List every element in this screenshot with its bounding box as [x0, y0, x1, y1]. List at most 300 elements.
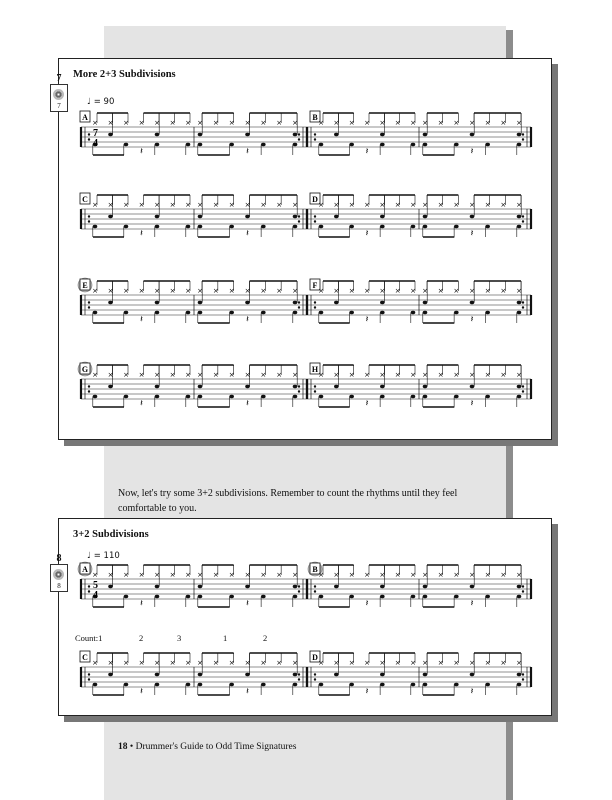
snare-note [334, 301, 339, 304]
cymbal-note: × [212, 659, 219, 667]
snare-note [293, 385, 298, 388]
cymbal-note: × [228, 119, 235, 127]
rest: 𝄽 [470, 147, 474, 157]
bass-note [485, 683, 490, 686]
bass-note [423, 595, 428, 598]
cymbal-note: × [469, 371, 475, 379]
snare-note [380, 585, 385, 588]
bass-note [319, 311, 324, 314]
cymbal-note: × [453, 119, 460, 127]
bass-note [485, 395, 490, 398]
repeat-dot [314, 306, 316, 308]
cymbal-note: × [469, 571, 475, 579]
cymbal-note: × [318, 659, 324, 667]
cymbal-note: × [138, 659, 145, 667]
repeat-dot [314, 590, 316, 592]
section-label: G [81, 365, 89, 374]
count-label: 2 [263, 633, 268, 643]
snare-note [155, 133, 160, 136]
snare-note [293, 301, 298, 304]
cymbal-note: × [197, 571, 203, 579]
cymbal-note: × [123, 287, 129, 295]
section-label: C [82, 653, 88, 662]
cymbal-note: × [212, 287, 219, 295]
cymbal-note: × [484, 659, 491, 667]
cymbal-note: × [244, 119, 251, 127]
tempo-value: = 90 [93, 97, 115, 107]
bass-note [454, 143, 459, 146]
cymbal-note: × [154, 119, 160, 127]
cymbal-note: × [394, 201, 401, 209]
bass-note [517, 225, 522, 228]
rest: 𝄽 [365, 315, 369, 325]
count-label: Count:1 [75, 633, 103, 643]
rest: 𝄽 [246, 315, 249, 325]
snare-note [470, 385, 475, 388]
cymbal-note: × [484, 201, 491, 209]
drum-notation [59, 519, 551, 715]
cymbal-note: × [185, 201, 191, 209]
bass-note [319, 225, 324, 228]
bass-note [124, 225, 129, 228]
cymbal-note: × [410, 287, 416, 295]
cymbal-note: × [437, 659, 444, 667]
snare-note [198, 585, 203, 588]
rest: 𝄽 [365, 229, 369, 239]
snare-note [198, 385, 203, 388]
cymbal-note: × [437, 371, 444, 379]
cymbal-note: × [169, 659, 176, 667]
cymbal-note: × [500, 571, 507, 579]
rest: 𝄽 [140, 399, 143, 409]
repeat-dot [522, 385, 524, 387]
cymbal-note: × [138, 287, 145, 295]
repeat-dot [88, 215, 90, 217]
bass-note [380, 143, 385, 146]
cymbal-note: × [260, 371, 267, 379]
cymbal-note: × [123, 571, 129, 579]
bass-note [293, 143, 298, 146]
bass-note [186, 143, 191, 146]
rest: 𝄽 [246, 229, 249, 239]
repeat-dot [298, 385, 300, 387]
bass-note [155, 595, 160, 598]
bass-note [380, 683, 385, 686]
cymbal-note: × [138, 371, 145, 379]
cymbal-note: × [410, 571, 416, 579]
panel-title: 3+2 Subdivisions [73, 529, 149, 540]
rest: 𝄽 [365, 687, 369, 697]
repeat-dot [88, 673, 90, 675]
cymbal-note: × [410, 201, 416, 209]
repeat-dot [88, 220, 90, 222]
cymbal-note: × [500, 659, 507, 667]
section-label: H [311, 365, 319, 374]
cymbal-note: × [318, 201, 324, 209]
cymbal-note: × [453, 201, 460, 209]
rest: 𝄽 [365, 147, 369, 157]
repeat-dot [298, 306, 300, 308]
bass-note [411, 395, 416, 398]
cymbal-note: × [276, 287, 283, 295]
snare-note [108, 301, 113, 304]
bass-note [186, 311, 191, 314]
cymbal-note: × [379, 119, 386, 127]
bass-note [93, 311, 98, 314]
cymbal-note: × [394, 371, 401, 379]
page-number: 18 [118, 742, 128, 752]
cymbal-note: × [379, 371, 386, 379]
rest: 𝄽 [470, 687, 474, 697]
cymbal-note: × [516, 659, 522, 667]
snare-note [470, 215, 475, 218]
cymbal-note: × [318, 571, 324, 579]
bass-note [454, 595, 459, 598]
bass-note [293, 683, 298, 686]
snare-note [517, 673, 522, 676]
snare-note [380, 673, 385, 676]
snare-note [380, 133, 385, 136]
snare-note [423, 585, 428, 588]
section-label: C [82, 195, 88, 204]
cymbal-note: × [276, 119, 283, 127]
cymbal-note: × [394, 659, 401, 667]
bass-note [186, 595, 191, 598]
bass-note [93, 395, 98, 398]
cymbal-note: × [484, 571, 491, 579]
bass-note [186, 395, 191, 398]
bass-note [261, 683, 266, 686]
bass-note [423, 683, 428, 686]
bass-note [485, 595, 490, 598]
cymbal-note: × [379, 287, 386, 295]
bass-note [423, 143, 428, 146]
cymbal-note: × [500, 371, 507, 379]
snare-note [293, 673, 298, 676]
cymbal-note: × [154, 659, 160, 667]
snare-note [293, 133, 298, 136]
snare-note [334, 585, 339, 588]
count-label: 3 [177, 633, 182, 643]
repeat-dot [298, 138, 300, 140]
bass-note [261, 595, 266, 598]
snare-note [155, 585, 160, 588]
bass-note [261, 395, 266, 398]
cymbal-note: × [484, 287, 491, 295]
bass-note [261, 143, 266, 146]
bass-note [229, 595, 234, 598]
cymbal-note: × [169, 371, 176, 379]
cymbal-note: × [364, 371, 370, 379]
repeat-dot [314, 678, 316, 680]
cymbal-note: × [212, 201, 219, 209]
cymbal-note: × [92, 287, 98, 295]
repeat-dot [314, 585, 316, 587]
snare-note [108, 673, 113, 676]
bass-note [198, 595, 203, 598]
bass-note [411, 311, 416, 314]
repeat-dot [298, 585, 300, 587]
cymbal-note: × [260, 659, 267, 667]
cymbal-note: × [333, 571, 340, 579]
cymbal-note: × [244, 201, 251, 209]
bass-note [380, 225, 385, 228]
bass-note [423, 311, 428, 314]
snare-note [517, 385, 522, 388]
cymbal-note: × [123, 201, 129, 209]
count-label: 2 [139, 633, 144, 643]
repeat-dot [314, 673, 316, 675]
repeat-dot [522, 215, 524, 217]
cymbal-note: × [244, 371, 251, 379]
cymbal-note: × [333, 119, 340, 127]
bass-note [517, 683, 522, 686]
cymbal-note: × [422, 287, 428, 295]
bass-note [380, 595, 385, 598]
snare-note [517, 585, 522, 588]
cymbal-note: × [276, 201, 283, 209]
bass-note [349, 143, 354, 146]
snare-note [380, 215, 385, 218]
cymbal-note: × [169, 119, 176, 127]
cymbal-note: × [318, 287, 324, 295]
cymbal-note: × [185, 119, 191, 127]
bass-note [454, 395, 459, 398]
bass-note [380, 311, 385, 314]
cymbal-note: × [348, 371, 355, 379]
snare-note [334, 385, 339, 388]
cymbal-note: × [516, 119, 522, 127]
snare-note [423, 301, 428, 304]
cymbal-note: × [364, 659, 370, 667]
bass-note [293, 595, 298, 598]
repeat-dot [298, 678, 300, 680]
repeat-dot [522, 301, 524, 303]
rest: 𝄽 [140, 229, 143, 239]
cymbal-note: × [92, 201, 98, 209]
cymbal-note: × [318, 371, 324, 379]
cymbal-note: × [260, 201, 267, 209]
cymbal-note: × [394, 119, 401, 127]
cymbal-note: × [292, 201, 298, 209]
repeat-dot [298, 590, 300, 592]
snare-note [155, 215, 160, 218]
repeat-dot [314, 390, 316, 392]
cymbal-note: × [107, 287, 114, 295]
bass-note [198, 225, 203, 228]
cymbal-note: × [169, 571, 176, 579]
bass-note [454, 225, 459, 228]
repeat-dot [88, 133, 90, 135]
bass-note [155, 225, 160, 228]
snare-note [245, 585, 250, 588]
repeat-dot [88, 385, 90, 387]
cymbal-note: × [410, 119, 416, 127]
cymbal-note: × [333, 201, 340, 209]
snare-note [517, 301, 522, 304]
bass-note [517, 143, 522, 146]
snare-note [334, 215, 339, 218]
cymbal-note: × [244, 659, 251, 667]
cymbal-note: × [154, 371, 160, 379]
cymbal-note: × [107, 371, 114, 379]
rest: 𝄽 [140, 687, 143, 697]
cymbal-note: × [394, 571, 401, 579]
rest: 𝄽 [246, 399, 249, 409]
repeat-dot [522, 220, 524, 222]
repeat-dot [88, 585, 90, 587]
cymbal-note: × [410, 659, 416, 667]
snare-note [423, 673, 428, 676]
cymbal-note: × [197, 287, 203, 295]
cymbal-note: × [348, 287, 355, 295]
bass-note [349, 683, 354, 686]
count-label: 1 [223, 633, 228, 643]
cymbal-note: × [260, 119, 267, 127]
bass-note [198, 683, 203, 686]
repeat-dot [88, 678, 90, 680]
cymbal-note: × [228, 659, 235, 667]
rest: 𝄽 [140, 147, 143, 157]
count-row [75, 633, 375, 645]
cymbal-note: × [107, 201, 114, 209]
bass-note [319, 395, 324, 398]
snare-note [380, 301, 385, 304]
bass-note [517, 311, 522, 314]
snare-note [108, 385, 113, 388]
repeat-dot [314, 385, 316, 387]
snare-note [155, 673, 160, 676]
bass-note [485, 143, 490, 146]
rest: 𝄽 [246, 599, 249, 609]
cymbal-note: × [469, 659, 475, 667]
snare-note [245, 133, 250, 136]
repeat-dot [88, 306, 90, 308]
cymbal-note: × [185, 287, 191, 295]
bass-note [261, 225, 266, 228]
cymbal-note: × [469, 287, 475, 295]
cymbal-note: × [169, 201, 176, 209]
bass-note [454, 683, 459, 686]
rest: 𝄽 [470, 599, 474, 609]
cymbal-note: × [437, 119, 444, 127]
cymbal-note: × [138, 201, 145, 209]
bass-note [186, 683, 191, 686]
cymbal-note: × [292, 287, 298, 295]
rest: 𝄽 [246, 147, 249, 157]
cymbal-note: × [92, 371, 98, 379]
section-label: D [312, 195, 318, 204]
cymbal-note: × [212, 371, 219, 379]
snare-note [470, 133, 475, 136]
bass-note [517, 395, 522, 398]
cymbal-note: × [154, 201, 160, 209]
bass-note [411, 683, 416, 686]
repeat-dot [522, 306, 524, 308]
snare-note [293, 215, 298, 218]
repeat-dot [522, 138, 524, 140]
repeat-dot [298, 390, 300, 392]
page-footer [118, 742, 296, 752]
bass-note [261, 311, 266, 314]
cymbal-note: × [453, 659, 460, 667]
time-sig-bottom: 4 [93, 590, 98, 601]
cymbal-note: × [244, 571, 251, 579]
bass-note [380, 395, 385, 398]
bass-note [423, 225, 428, 228]
snare-note [470, 585, 475, 588]
bass-note [293, 225, 298, 228]
cymbal-note: × [154, 287, 160, 295]
repeat-dot [314, 220, 316, 222]
cymbal-note: × [197, 119, 203, 127]
bass-note [349, 311, 354, 314]
cymbal-note: × [469, 119, 475, 127]
cymbal-note: × [422, 371, 428, 379]
rest: 𝄽 [365, 599, 369, 609]
cymbal-note: × [516, 287, 522, 295]
tempo-value: = 110 [93, 551, 120, 561]
bass-note [229, 683, 234, 686]
cymbal-note: × [92, 119, 98, 127]
section-label: A [82, 565, 88, 574]
cymbal-note: × [292, 659, 298, 667]
snare-note [108, 133, 113, 136]
cymbal-note: × [500, 287, 507, 295]
snare-note [470, 301, 475, 304]
cymbal-note: × [410, 371, 416, 379]
snare-note [517, 133, 522, 136]
repeat-dot [522, 673, 524, 675]
cymbal-note: × [422, 571, 428, 579]
snare-note [198, 215, 203, 218]
bass-note [229, 311, 234, 314]
cymbal-note: × [453, 371, 460, 379]
cymbal-note: × [379, 201, 386, 209]
repeat-dot [314, 301, 316, 303]
bass-note [198, 311, 203, 314]
cymbal-note: × [138, 119, 145, 127]
rest: 𝄽 [470, 315, 474, 325]
cymbal-note: × [500, 201, 507, 209]
rest: 𝄽 [246, 687, 249, 697]
cymbal-note: × [364, 287, 370, 295]
cymbal-note: × [228, 571, 235, 579]
bass-note [155, 311, 160, 314]
cymbal-note: × [92, 571, 98, 579]
bass-note [517, 595, 522, 598]
bass-note [411, 143, 416, 146]
cymbal-note: × [453, 287, 460, 295]
cymbal-note: × [437, 287, 444, 295]
snare-note [155, 301, 160, 304]
cymbal-note: × [107, 659, 114, 667]
repeat-dot [88, 590, 90, 592]
cymbal-note: × [292, 571, 298, 579]
snare-note [245, 385, 250, 388]
cymbal-note: × [292, 119, 298, 127]
snare-note [245, 215, 250, 218]
snare-note [334, 133, 339, 136]
cymbal-note: × [228, 287, 235, 295]
bass-note [93, 683, 98, 686]
cymbal-note: × [348, 201, 355, 209]
bass-note [124, 143, 129, 146]
bass-note [423, 395, 428, 398]
cymbal-note: × [197, 659, 203, 667]
cymbal-note: × [169, 287, 176, 295]
cymbal-note: × [484, 119, 491, 127]
